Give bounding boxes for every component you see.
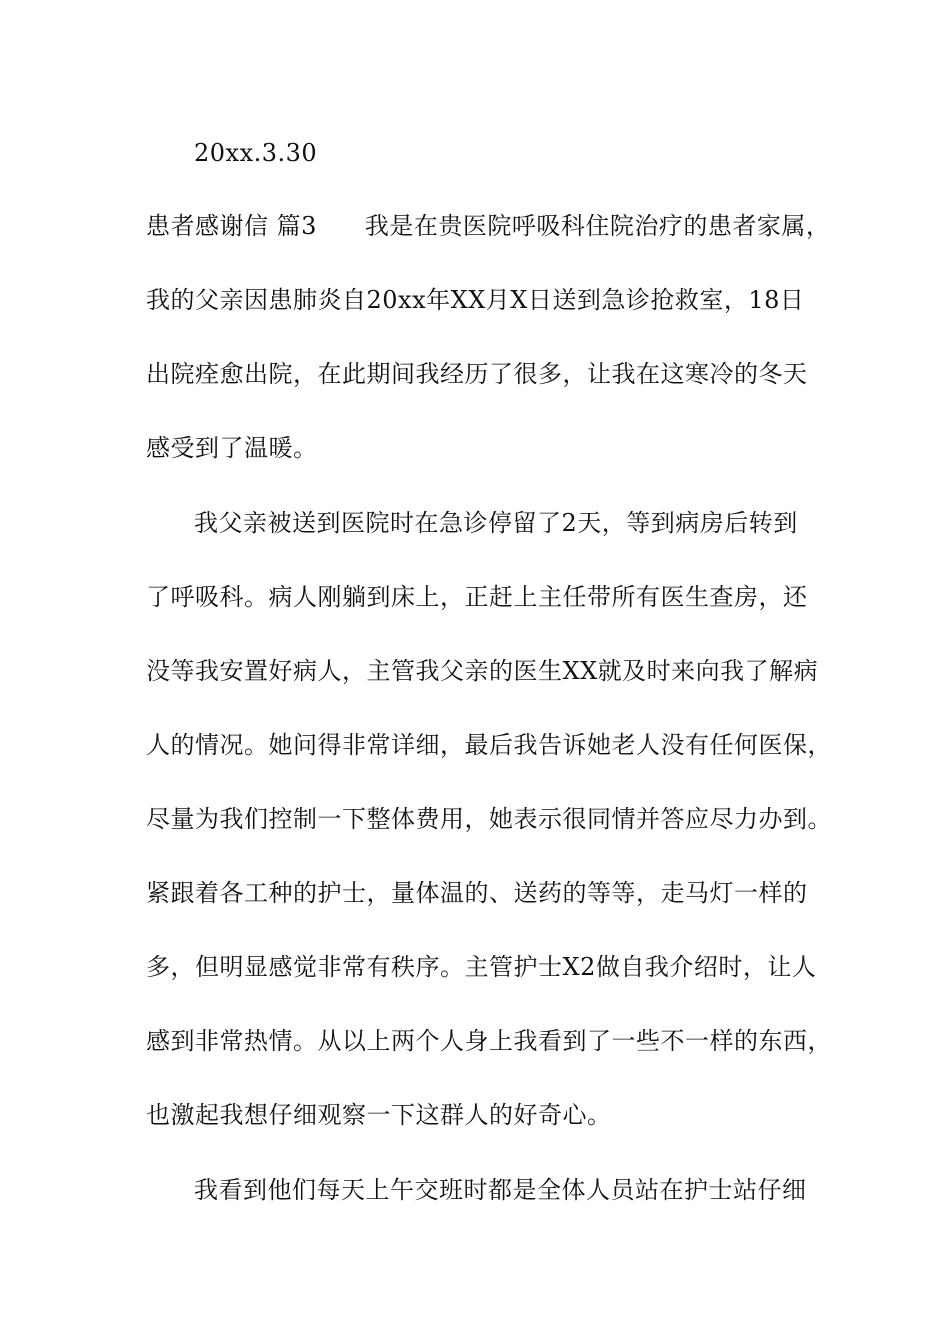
body-line-9: 尽量为我们控制一下整体费用，她表示很同情并答应尽力办到。 <box>146 805 832 833</box>
letter-heading: 患者感谢信 篇3 <box>146 212 317 240</box>
body-line-3: 出院痊愈出院，在此期间我经历了很多，让我在这寒冷的冬天 <box>146 360 808 388</box>
heading-line <box>146 211 831 241</box>
body-line-8: 人的情况。她问得非常详细，最后我告诉她老人没有任何医保， <box>146 731 832 759</box>
body-line-5: 我父亲被送到医院时在急诊停留了2天，等到病房后转到 <box>194 509 798 537</box>
date-line: 20xx.3.30 <box>194 139 318 167</box>
body-line-12: 感到非常热情。从以上两个人身上我看到了一些不一样的东西， <box>146 1027 832 1055</box>
body-line-4: 感受到了温暖。 <box>146 434 318 462</box>
body-line-11: 多，但明显感觉非常有秩序。主管护士X2做自我介绍时，让人 <box>146 953 817 981</box>
body-line-10: 紧跟着各工种的护士，量体温的、送药的等等，走马灯一样的 <box>146 879 808 907</box>
body-line-6: 了呼吸科。病人刚躺到床上，正赶上主任带所有医生查房，还 <box>146 583 808 611</box>
body-line-7: 没等我安置好病人，主管我父亲的医生XX就及时来向我了解病 <box>146 657 819 685</box>
body-line-1: 我是在贵医院呼吸科住院治疗的患者家属， <box>364 212 831 240</box>
body-line-13: 也激起我想仔细观察一下这群人的好奇心。 <box>146 1101 612 1129</box>
body-line-14: 我看到他们每天上午交班时都是全体人员站在护士站仔细 <box>194 1176 807 1204</box>
body-line-2: 我的父亲因患肺炎自20xx年XX月X日送到急诊抢救室，18日 <box>146 286 805 314</box>
